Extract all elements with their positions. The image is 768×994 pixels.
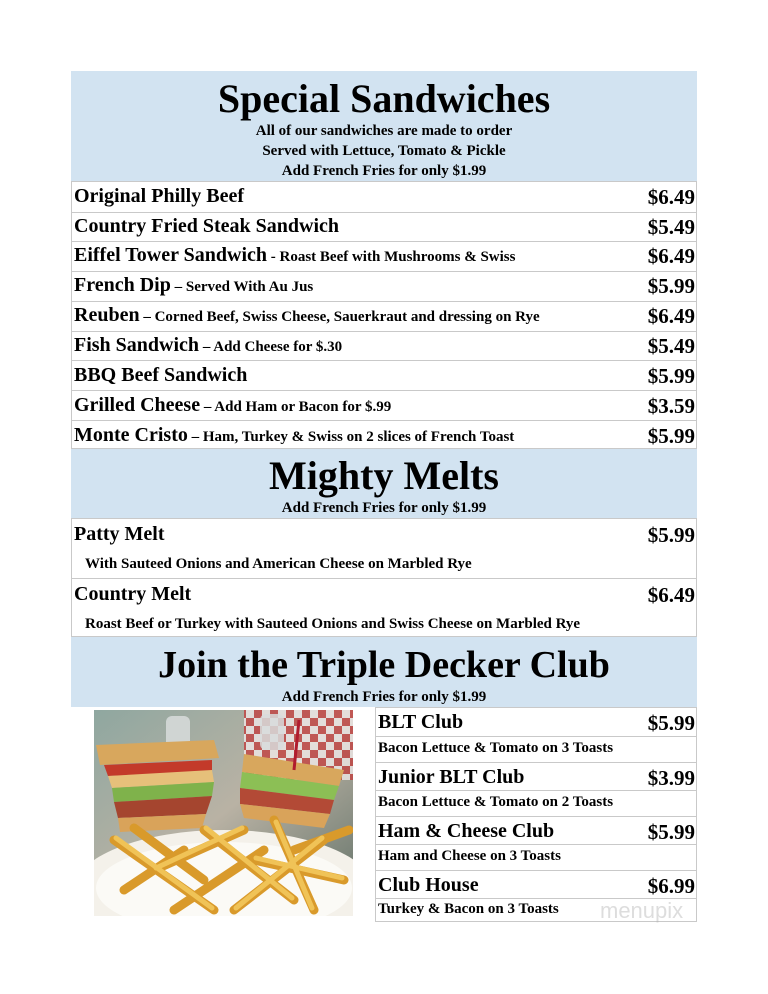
menu-item (71, 360, 697, 390)
item-desc: Ham and Cheese on 3 Toasts (378, 848, 561, 864)
club-sandwich-photo (94, 710, 353, 916)
item-price: $5.99 (647, 364, 695, 388)
item-desc: – Add Ham or Bacon for $.99 (200, 399, 392, 415)
item-price: $6.49 (647, 583, 695, 607)
menu-item (71, 183, 697, 212)
item-price: $6.49 (647, 244, 695, 268)
item-name: BLT Club (378, 711, 464, 733)
item-desc: Bacon Lettuce & Tomato on 2 Toasts (378, 794, 614, 810)
menu-item (71, 301, 697, 331)
melt-item (71, 578, 697, 637)
item-name: Monte Cristo (74, 424, 188, 446)
club-item (375, 708, 697, 736)
item-name: Ham & Cheese Club (378, 820, 555, 842)
item-name: Reuben (74, 304, 140, 326)
clubs-title: Join the Triple Decker Club (158, 644, 610, 686)
item-price: $6.99 (647, 874, 695, 898)
watermark: menupix (600, 898, 684, 923)
item-desc: - Roast Beef with Mushrooms & Swiss (267, 249, 516, 265)
item-price: $5.99 (647, 820, 695, 844)
item-price: $5.99 (647, 424, 695, 448)
item-name: Grilled Cheese (74, 394, 201, 416)
menu-item (71, 420, 697, 449)
item-desc: – Add Cheese for $.30 (199, 339, 343, 355)
melts-subtitle: Add French Fries for only $1.99 (281, 500, 487, 516)
item-price: $6.49 (647, 185, 695, 209)
clubs-subtitle: Add French Fries for only $1.99 (281, 689, 487, 705)
special-subtitle-1: All of our sandwiches are made to order (255, 123, 513, 139)
melt-item (71, 518, 697, 578)
melts-title: Mighty Melts (269, 453, 499, 498)
item-name: Club House (378, 874, 479, 896)
special-subtitle-2: Served with Lettuce, Tomato & Pickle (262, 143, 506, 159)
item-desc: Turkey & Bacon on 3 Toasts (378, 901, 559, 917)
item-desc: With Sauteed Onions and American Cheese on Marbled Rye (85, 556, 472, 572)
item-desc: Bacon Lettuce & Tomato on 3 Toasts (378, 740, 614, 756)
item-name: Fish Sandwich (74, 334, 200, 356)
item-desc: – Served With Au Jus (170, 279, 314, 295)
special-subtitle-3: Add French Fries for only $1.99 (281, 163, 487, 179)
menu-item (71, 212, 697, 241)
item-price: $5.99 (647, 523, 695, 547)
item-price: $3.59 (647, 394, 695, 418)
menu-item (71, 271, 697, 301)
item-price: $6.49 (647, 304, 695, 328)
item-name: Original Philly Beef (74, 185, 244, 207)
menu-item (71, 390, 697, 420)
item-desc: Roast Beef or Turkey with Sauteed Onions and Swiss Cheese on Marbled Rye (85, 616, 581, 632)
item-name: Patty Melt (74, 523, 165, 545)
menu-item (71, 331, 697, 360)
club-item (375, 816, 697, 844)
item-name: Junior BLT Club (378, 766, 525, 788)
menu-item (71, 241, 697, 271)
item-name: BBQ Beef Sandwich (74, 364, 248, 386)
special-title: Special Sandwiches (217, 76, 551, 121)
club-item (375, 762, 697, 790)
item-price: $5.99 (647, 711, 695, 735)
item-desc: – Ham, Turkey & Swiss on 2 slices of French Toast (187, 429, 515, 445)
item-name: Country Fried Steak Sandwich (74, 215, 340, 237)
item-price: $5.49 (647, 334, 695, 358)
club-item (375, 870, 697, 898)
item-desc: – Corned Beef, Swiss Cheese, Sauerkraut and dressing on Rye (139, 309, 540, 325)
item-name: Eiffel Tower Sandwich (74, 244, 267, 266)
item-name: French Dip (74, 274, 171, 296)
item-price: $3.99 (647, 766, 695, 790)
item-name: Country Melt (74, 583, 192, 605)
item-price: $5.99 (647, 274, 695, 298)
item-price: $5.49 (647, 215, 695, 239)
